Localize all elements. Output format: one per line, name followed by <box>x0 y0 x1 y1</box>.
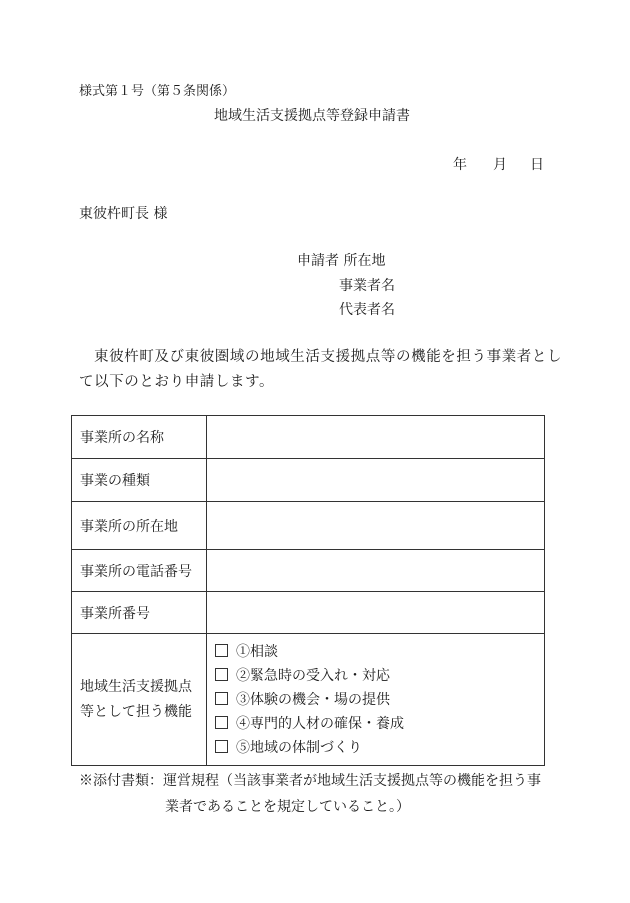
office-phone-field[interactable] <box>207 550 545 592</box>
table-row <box>72 592 545 634</box>
checkbox-icon[interactable] <box>215 668 228 681</box>
table-row <box>72 550 545 592</box>
functions-checklist <box>207 634 545 766</box>
function-option-label: ③体験の機会・場の提供 <box>236 691 390 708</box>
applicant-representative-label: 代表者名 <box>339 302 395 318</box>
row-label-office-phone: 事業所の電話番号 <box>72 550 207 592</box>
checkbox-icon[interactable] <box>215 740 228 753</box>
function-option-label: ⑤地域の体制づくり <box>236 739 362 756</box>
table-row <box>72 459 545 502</box>
function-option[interactable] <box>215 640 544 664</box>
function-option-label: ②緊急時の受入れ・対応 <box>236 667 390 684</box>
application-form-table <box>71 415 545 766</box>
function-option[interactable] <box>215 736 544 760</box>
date-month: 月 <box>493 157 507 173</box>
date-year: 年 <box>453 157 467 173</box>
row-label-office-number: 事業所番号 <box>72 592 207 634</box>
table-row <box>72 502 545 550</box>
functions-label-line-2: 等として担う機能 <box>80 703 192 720</box>
business-type-field[interactable] <box>207 459 545 502</box>
row-label-business-type: 事業の種類 <box>72 459 207 502</box>
office-name-field[interactable] <box>207 416 545 459</box>
form-number: 様式第１号（第５条関係） <box>79 84 236 99</box>
office-address-field[interactable] <box>207 502 545 550</box>
table-row <box>72 416 545 459</box>
office-number-field[interactable] <box>207 592 545 634</box>
row-label-functions <box>72 634 207 766</box>
table-row <box>72 634 545 766</box>
addressee: 東彼杵町長 様 <box>79 206 168 222</box>
date-day: 日 <box>530 157 544 173</box>
function-option[interactable] <box>215 712 544 736</box>
row-label-office-name: 事業所の名称 <box>72 416 207 459</box>
function-option-label: ①相談 <box>236 643 278 660</box>
note-line-2: 業者であることを規定していること。） <box>165 799 410 815</box>
applicant-address-label: 申請者 所在地 <box>297 253 386 269</box>
function-option[interactable] <box>215 664 544 688</box>
function-option[interactable] <box>215 688 544 712</box>
functions-label-line-1: 地域生活支援拠点 <box>80 678 192 695</box>
function-option-label: ④専門的人材の確保・養成 <box>236 715 404 732</box>
checkbox-icon[interactable] <box>215 692 228 705</box>
attachment-note <box>79 768 541 820</box>
statement-line-2: て以下のとおり申請します。 <box>79 374 275 390</box>
application-statement <box>79 345 563 395</box>
note-line-1: ※添付書類：運営規程（当該事業者が地域生活支援拠点等の機能を担う事 <box>79 773 541 789</box>
checkbox-icon[interactable] <box>215 716 228 729</box>
row-label-office-address: 事業所の所在地 <box>72 502 207 550</box>
document-title: 地域生活支援拠点等登録申請書 <box>214 108 410 124</box>
checkbox-icon[interactable] <box>215 644 228 657</box>
applicant-business-name-label: 事業者名 <box>339 278 395 294</box>
statement-line-1: 東彼杵町及び東彼圏域の地域生活支援拠点等の機能を担う事業者とし <box>94 349 563 365</box>
